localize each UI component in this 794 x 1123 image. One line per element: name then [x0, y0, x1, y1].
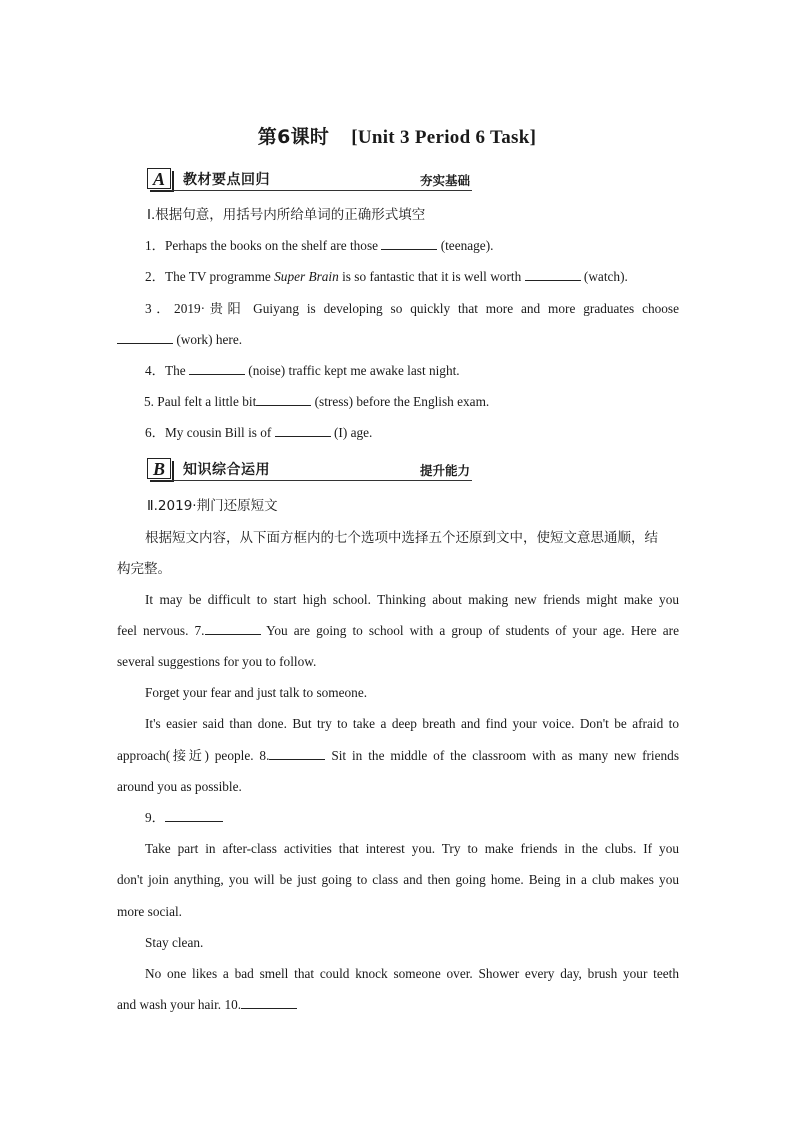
- section-a-banner: [147, 167, 472, 191]
- question-1: [145, 237, 679, 255]
- question-text: Perhaps the books on the shelf are those: [164, 238, 379, 253]
- section-a-rule: [171, 190, 472, 191]
- part2-heading: Ⅱ.2019·荆门还原短文: [147, 498, 278, 514]
- section-b-banner: [147, 457, 472, 481]
- paragraph-3-line-1: It's easier said than done. But try to take a deep breath and find your voice. Don't be afraid to: [145, 716, 679, 731]
- answer-blank-9[interactable]: [165, 809, 223, 822]
- paragraph-3-line-3: around you as possible.: [117, 779, 242, 794]
- question-4: [145, 362, 679, 380]
- paragraph-1-line-1: It may be difficult to start high school. Thinking about making new friends might make you: [145, 592, 679, 607]
- question-hint: (watch).: [583, 269, 628, 284]
- section-b-badge: B: [147, 458, 171, 479]
- answer-blank[interactable]: [256, 393, 311, 406]
- question-hint: (work) here.: [176, 332, 243, 347]
- answer-blank[interactable]: [525, 268, 581, 281]
- section-b-label: 知识综合运用: [183, 462, 270, 478]
- programme-name: Super Brain: [274, 269, 339, 284]
- answer-blank-7[interactable]: [205, 622, 261, 635]
- section-a-badge: A: [147, 168, 171, 189]
- question-6: [145, 424, 679, 442]
- question-text: My cousin Bill is of: [164, 425, 272, 440]
- answer-blank-8[interactable]: [269, 747, 325, 760]
- section-a-tag: 夯实基础: [419, 173, 470, 188]
- question-number: 2．: [145, 269, 165, 284]
- answer-blank-10[interactable]: [241, 996, 297, 1009]
- subheading-stay-clean: Stay clean.: [145, 935, 204, 950]
- question-hint: (stress) before the English exam.: [314, 394, 490, 409]
- paragraph-1-line-2: [117, 622, 679, 640]
- page-title: [0, 122, 794, 149]
- section-b-rule: [171, 480, 472, 481]
- subheading-forget-fear: Forget your fear and just talk to someone.: [145, 685, 368, 700]
- question-number: 9．: [145, 810, 165, 825]
- question-text: 5. Paul felt a little bit: [144, 394, 257, 409]
- section-a-label: 教材要点回归: [183, 172, 270, 188]
- passage-text: and wash your hair. 10.: [117, 997, 242, 1012]
- paragraph-6-line-2: [117, 996, 679, 1014]
- answer-blank[interactable]: [381, 237, 437, 250]
- paragraph-4-line-2: don't join anything, you will be just going to class and then going home. Being in a club makes you: [117, 872, 679, 887]
- section-b-tag: 提升能力: [419, 463, 470, 478]
- passage-text: You are going to school with a group of students of your age. Here are: [266, 623, 679, 638]
- instruction-line-2: 构完整。: [117, 561, 171, 577]
- question-5: [144, 393, 678, 411]
- question-text: The TV programme: [164, 269, 271, 284]
- question-2: [145, 268, 679, 286]
- question-9: [145, 809, 679, 827]
- question-number: 1．: [145, 238, 165, 253]
- paragraph-4-line-1: Take part in after-class activities that interest you. Try to make friends in the clubs. If you: [145, 841, 679, 856]
- instruction-line-1: 根据短文内容，从下面方框内的七个选项中选择五个还原到文中，使短文意思通顺，结: [145, 530, 658, 546]
- question-number: 6．: [145, 425, 165, 440]
- passage-text: feel nervous. 7.: [117, 623, 205, 638]
- paragraph-4-line-3: more social.: [117, 904, 182, 919]
- part1-heading: Ⅰ.根据句意，用括号内所给单词的正确形式填空: [147, 207, 426, 223]
- question-3-line2: [117, 331, 679, 349]
- answer-blank[interactable]: [117, 331, 173, 344]
- question-number: 4．: [145, 363, 165, 378]
- paragraph-1-line-3: several suggestions for you to follow.: [117, 654, 317, 669]
- answer-blank[interactable]: [189, 362, 245, 375]
- passage-text: Sit in the middle of the classroom with as many new friends: [331, 748, 679, 763]
- paragraph-6-line-1: No one likes a bad smell that could knock someone over. Shower every day, brush your teeth: [145, 966, 679, 981]
- question-text: is so fantastic that it is well worth: [342, 269, 522, 284]
- question-hint: (I) age.: [334, 425, 373, 440]
- paragraph-3-line-2: [117, 747, 679, 765]
- question-text: The: [164, 363, 186, 378]
- unit-title: [Unit 3 Period 6 Task]: [351, 127, 537, 148]
- question-hint: (noise) traffic kept me awake last night.: [248, 363, 460, 378]
- lesson-number: 第6课时: [257, 126, 330, 148]
- answer-blank[interactable]: [275, 424, 331, 437]
- question-hint: (teenage).: [440, 238, 494, 253]
- question-3-line1: 3．2019·贵阳 Guiyang is developing so quickly that more and more graduates choose: [145, 301, 679, 316]
- passage-text: approach(接近) people. 8.: [117, 748, 270, 763]
